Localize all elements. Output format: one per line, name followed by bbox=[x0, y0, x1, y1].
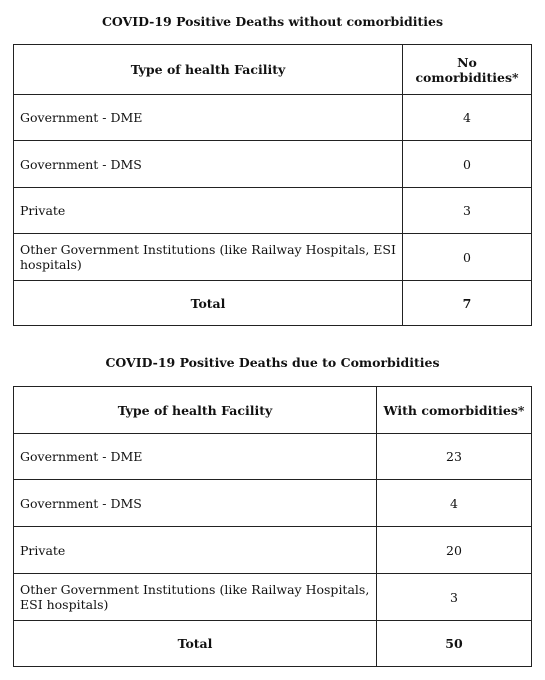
facility-name: Government - DMS bbox=[14, 480, 377, 527]
death-count: 23 bbox=[377, 434, 532, 480]
table-row bbox=[14, 95, 532, 141]
table-row bbox=[14, 434, 532, 480]
column-header-with-comorbidities: With comorbidities* bbox=[377, 387, 532, 434]
column-header-facility: Type of health Facility bbox=[14, 387, 377, 434]
death-count: 20 bbox=[377, 527, 532, 574]
death-count: 0 bbox=[403, 234, 532, 281]
table-row bbox=[14, 188, 532, 234]
facility-name: Government - DME bbox=[14, 434, 377, 480]
facility-name: Other Government Institutions (like Railway Hospitals, ESI hospitals) bbox=[14, 574, 377, 621]
death-count: 0 bbox=[403, 141, 532, 188]
table-header-row bbox=[14, 45, 532, 95]
total-label: Total bbox=[14, 281, 403, 326]
death-count: 4 bbox=[403, 95, 532, 141]
table-without-comorbidities bbox=[13, 44, 532, 326]
total-value: 50 bbox=[377, 621, 532, 667]
death-count: 3 bbox=[403, 188, 532, 234]
table-row bbox=[14, 234, 532, 281]
table2-title: COVID-19 Positive Deaths due to Comorbidities bbox=[105, 355, 440, 370]
column-header-no-comorbidities: No comorbidities* bbox=[403, 45, 532, 95]
death-count: 4 bbox=[377, 480, 532, 527]
death-count: 3 bbox=[377, 574, 532, 621]
facility-name: Government - DMS bbox=[14, 141, 403, 188]
column-header-facility: Type of health Facility bbox=[14, 45, 403, 95]
total-row bbox=[14, 281, 532, 326]
facility-name: Private bbox=[14, 527, 377, 574]
total-row bbox=[14, 621, 532, 667]
facility-name: Government - DME bbox=[14, 95, 403, 141]
total-value: 7 bbox=[403, 281, 532, 326]
facility-name: Other Government Institutions (like Railway Hospitals, ESI hospitals) bbox=[14, 234, 403, 281]
table-row bbox=[14, 480, 532, 527]
table-header-row bbox=[14, 387, 532, 434]
table-with-comorbidities bbox=[13, 386, 532, 667]
table-row bbox=[14, 527, 532, 574]
table1-title: COVID-19 Positive Deaths without comorbidities bbox=[101, 14, 444, 29]
total-label: Total bbox=[14, 621, 377, 667]
facility-name: Private bbox=[14, 188, 403, 234]
table-row bbox=[14, 141, 532, 188]
table-row bbox=[14, 574, 532, 621]
